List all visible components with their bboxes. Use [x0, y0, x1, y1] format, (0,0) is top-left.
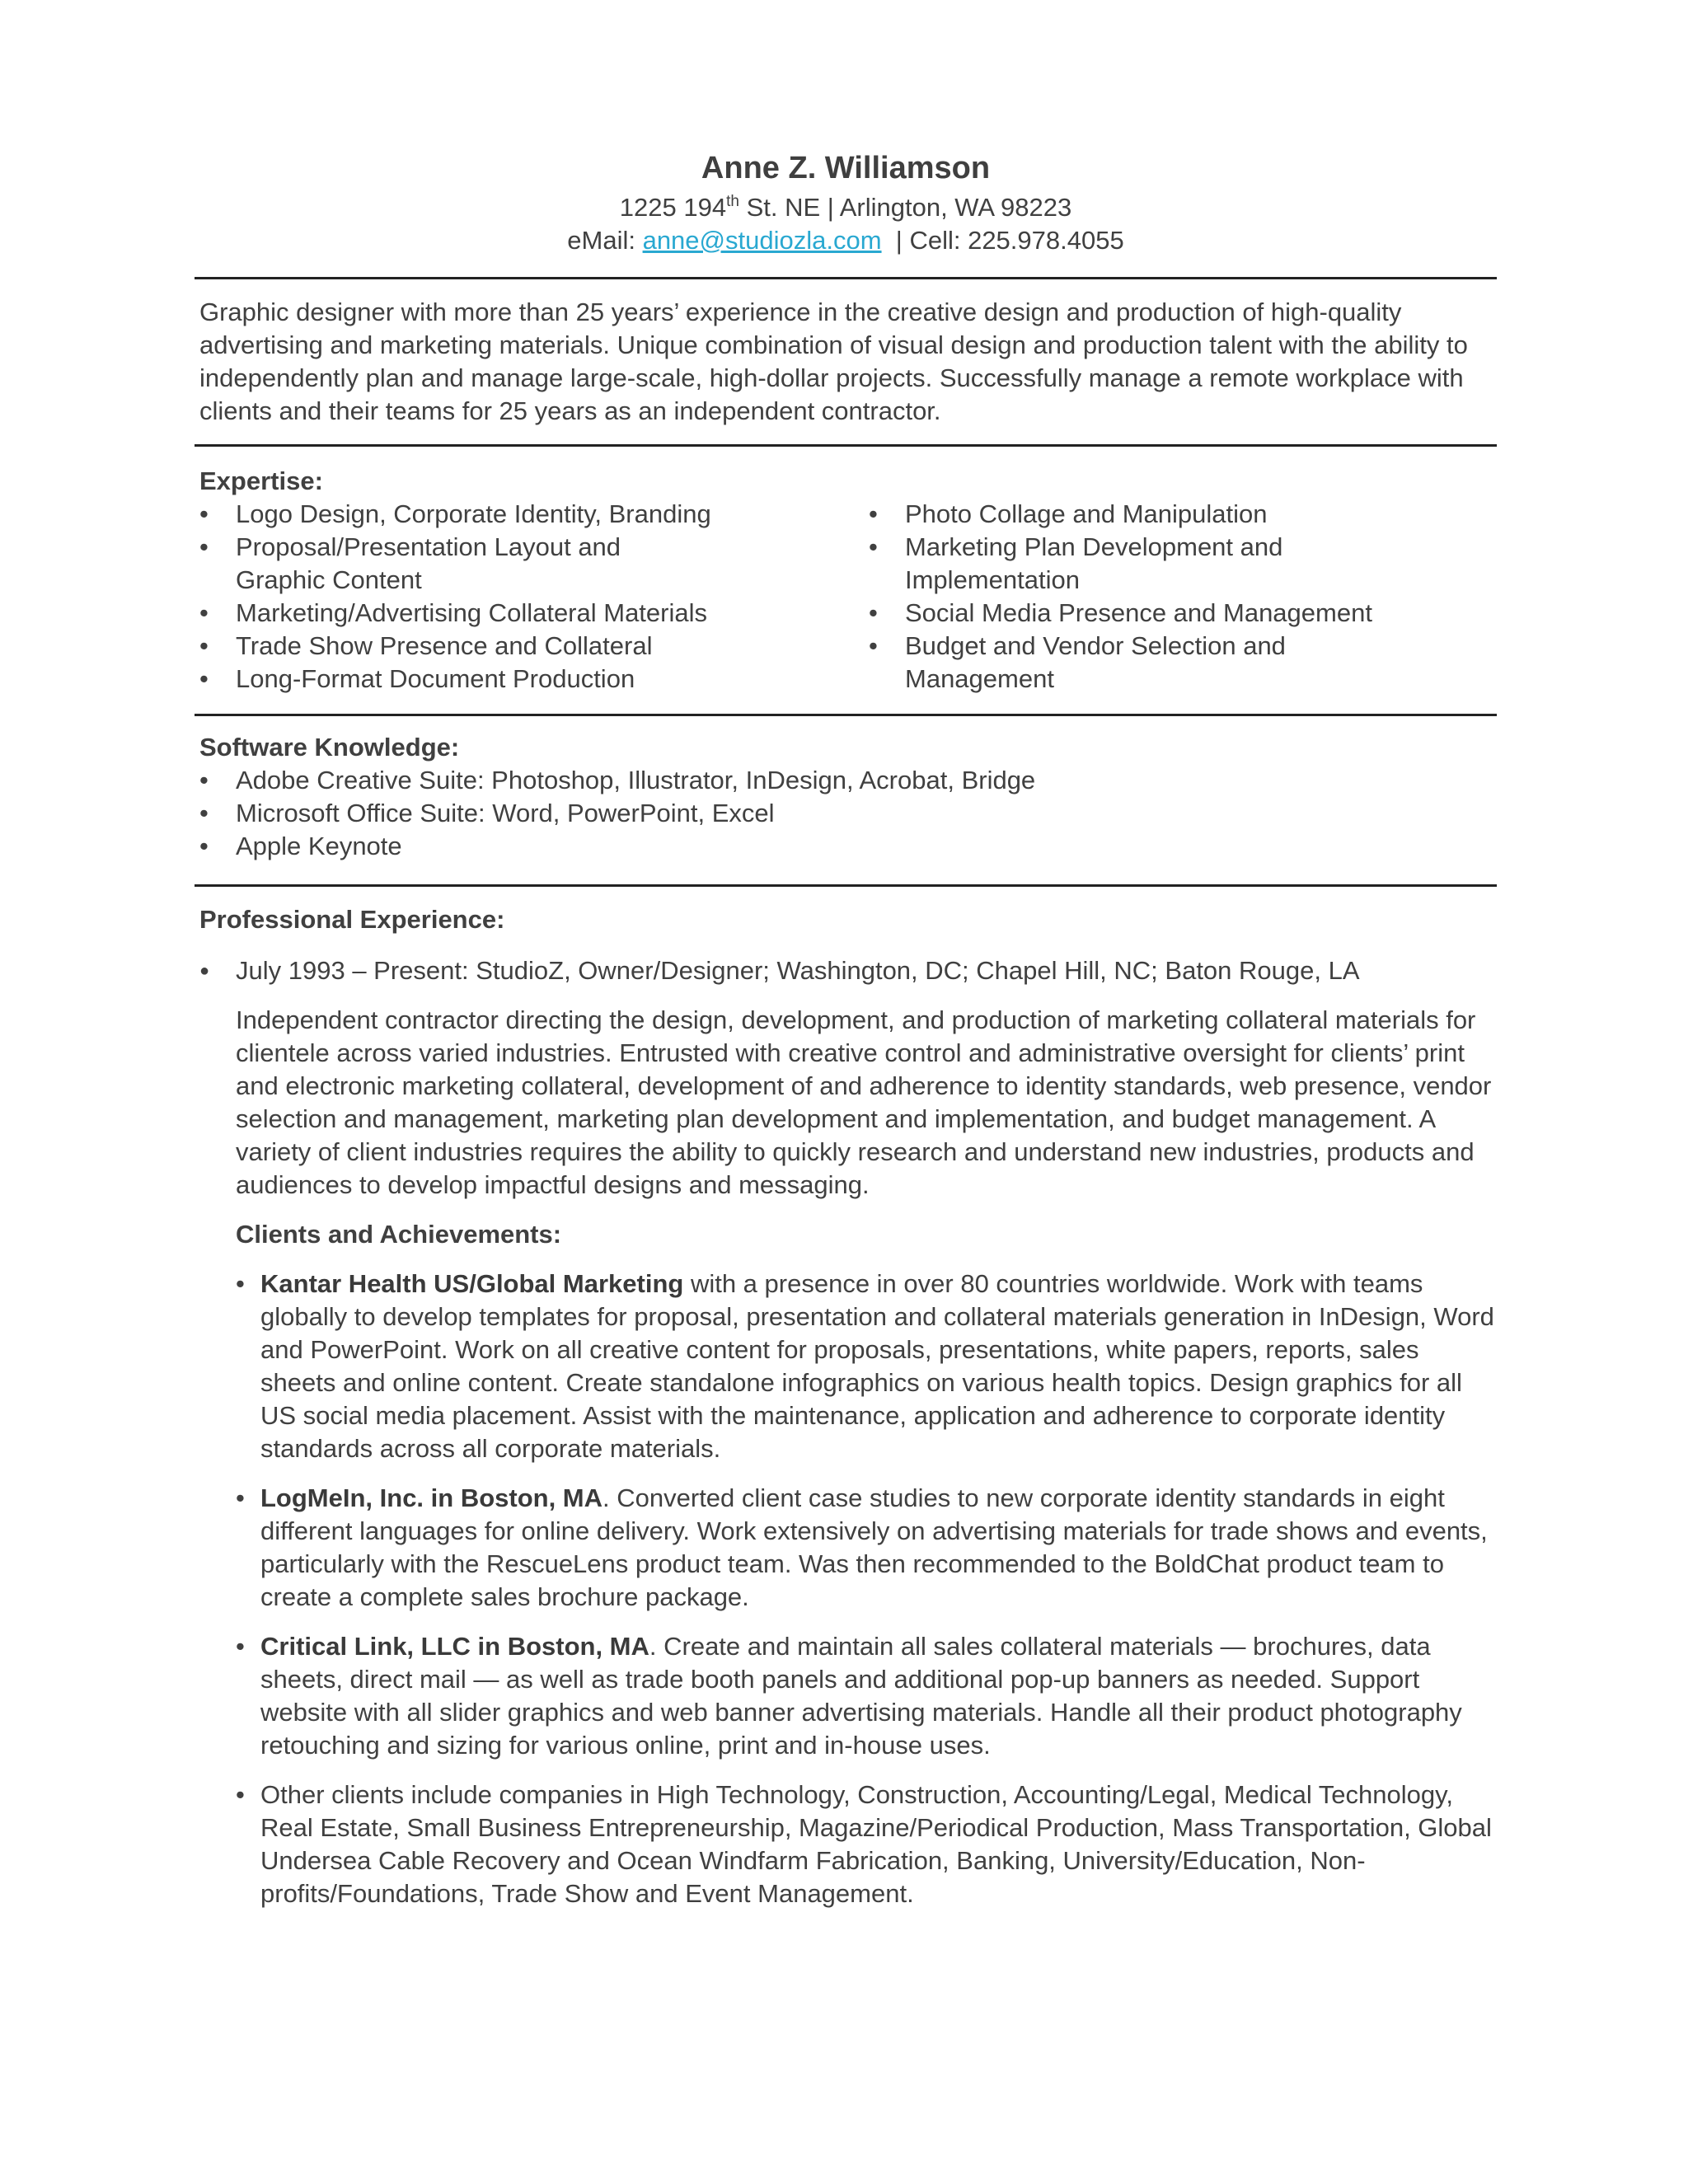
- experience-description: Independent contractor directing the design, development, and production of marketing collateral materials for clientele across varied industries. Entrusted with creative control and administrative oversight for clients’ print and electronic marketing collateral, development of and adherence to identity standards, web presence, vendor selection and management, marketing plan development and implementation, and budget management. A variety of client industries requires the ability to quickly research and understand new industries, products and audiences to develop impactful designs and messaging.: [236, 1005, 1492, 1199]
- bullet-icon: •: [869, 631, 878, 660]
- bullet-icon: ●: [199, 962, 210, 980]
- resume-content: [195, 145, 1497, 1927]
- bullet-icon: •: [236, 1632, 245, 1661]
- client-item: [236, 1779, 1497, 1910]
- client-name: LogMeIn, Inc. in Boston, MA: [260, 1483, 603, 1512]
- bullet-icon: •: [199, 532, 209, 561]
- software-list: [195, 764, 1497, 863]
- list-item: • Photo Collage and Manipulation: [869, 498, 1497, 531]
- address-suffix: th: [726, 193, 739, 210]
- list-item: • Microsoft Office Suite: Word, PowerPoint, Excel: [199, 797, 1497, 830]
- address-rest: St. NE | Arlington, WA 98223: [738, 193, 1072, 222]
- software-heading: Software Knowledge:: [199, 733, 460, 762]
- client-description: Other clients include companies in High Technology, Construction, Accounting/Legal, Medical Technology, Real Estate, Small Business Entrepreneurship, Magazine/Periodical Production, Mass Transportation, Global Undersea Cable Recovery and Ocean Windfarm Fabrication, Banking, University/Education, Non-profits/Foundations, Trade Show and Event Management.: [260, 1780, 1492, 1908]
- contact-line: [195, 224, 1497, 257]
- summary-paragraph: Graphic designer with more than 25 years’ experience in the creative design and production of high-quality advertising and marketing materials. Unique combination of visual design and production talent with the ability to independently plan and manage large-scale, high-dollar projects. Successfully manage a remote workplace with clients and their teams for 25 years as an independent contractor.: [199, 298, 1468, 425]
- address-number: 1225 194: [619, 193, 727, 222]
- expertise-left-column: [195, 498, 828, 696]
- cell-number: | Cell: 225.978.4055: [895, 226, 1124, 255]
- experience-details: [195, 1004, 1497, 1268]
- bullet-icon: •: [199, 832, 209, 860]
- position-line: ● July 1993 – Present: StudioZ, Owner/Designer; Washington, DC; Chapel Hill, NC; Baton Rouge, LA: [195, 954, 1497, 987]
- clients-list: [195, 1268, 1497, 1910]
- list-item: • Long-Format Document Production: [199, 663, 828, 696]
- client-description: with a presence in over 80 countries worldwide. Work with teams globally to develop templates for proposal, presentation and collateral materials generation in InDesign, Word and PowerPoint. Work on all creative content for proposals, presentations, white papers, reports, sales sheets and online content. Create standalone infographics on various health topics. Design graphics for all US social media placement. Assist with the maintenance, application and adherence to corporate identity standards across all corporate materials.: [260, 1269, 1494, 1463]
- list-item: • Proposal/Presentation Layout and Graphic Content: [199, 532, 621, 594]
- client-item: [236, 1268, 1497, 1465]
- bullet-icon: •: [869, 499, 878, 528]
- list-item: • Marketing Plan Development and Implementation: [869, 532, 1283, 594]
- client-name: Critical Link, LLC in Boston, MA: [260, 1632, 649, 1661]
- client-item: [236, 1630, 1497, 1762]
- bullet-icon: •: [199, 766, 209, 794]
- list-item: • Trade Show Presence and Collateral: [199, 630, 828, 663]
- experience-heading: Professional Experience:: [199, 905, 505, 934]
- list-item: • Logo Design, Corporate Identity, Branding: [199, 498, 828, 531]
- bullet-icon: •: [199, 598, 209, 627]
- bullet-icon: •: [236, 1269, 245, 1298]
- bullet-icon: •: [199, 799, 209, 827]
- expertise-right-column: [828, 498, 1497, 696]
- bullet-icon: •: [236, 1483, 245, 1512]
- client-item: [236, 1482, 1497, 1614]
- client-description: . Create and maintain all sales collateral materials — brochures, data sheets, direct mail — as well as trade booth panels and additional pop-up banners as needed. Support website with all slider graphics and web banner advertising materials. Handle all their product photography retouching and sizing for various online, print and in-house uses.: [260, 1632, 1462, 1760]
- list-item: • Budget and Vendor Selection and Management: [869, 631, 1286, 693]
- list-item: • Social Media Presence and Management: [869, 597, 1497, 630]
- expertise-columns: [195, 498, 1497, 696]
- email-label: eMail:: [567, 226, 643, 255]
- address-line: [195, 191, 1497, 224]
- client-description: . Converted client case studies to new corporate identity standards in eight different languages for online delivery. Work extensively on advertising materials for trade shows and events, particularly with the RescueLens product team. Was then recommended to the BoldChat product team to create a complete sales brochure package.: [260, 1483, 1488, 1611]
- bullet-icon: •: [199, 664, 209, 693]
- bullet-icon: •: [236, 1780, 245, 1809]
- list-item: • Adobe Creative Suite: Photoshop, Illustrator, InDesign, Acrobat, Bridge: [199, 764, 1497, 797]
- list-item: • Marketing/Advertising Collateral Materials: [199, 597, 828, 630]
- bullet-icon: •: [199, 499, 209, 528]
- bullet-icon: •: [869, 532, 878, 561]
- bullet-icon: •: [199, 631, 209, 660]
- clients-heading: Clients and Achievements:: [236, 1220, 562, 1249]
- bullet-icon: •: [869, 598, 878, 627]
- client-name: Kantar Health US/Global Marketing: [260, 1269, 684, 1298]
- candidate-name: Anne Z. Williamson: [701, 151, 991, 185]
- email-link[interactable]: anne@studiozla.com: [642, 226, 882, 255]
- expertise-heading: Expertise:: [199, 466, 323, 495]
- list-item: • Apple Keynote: [199, 830, 1497, 863]
